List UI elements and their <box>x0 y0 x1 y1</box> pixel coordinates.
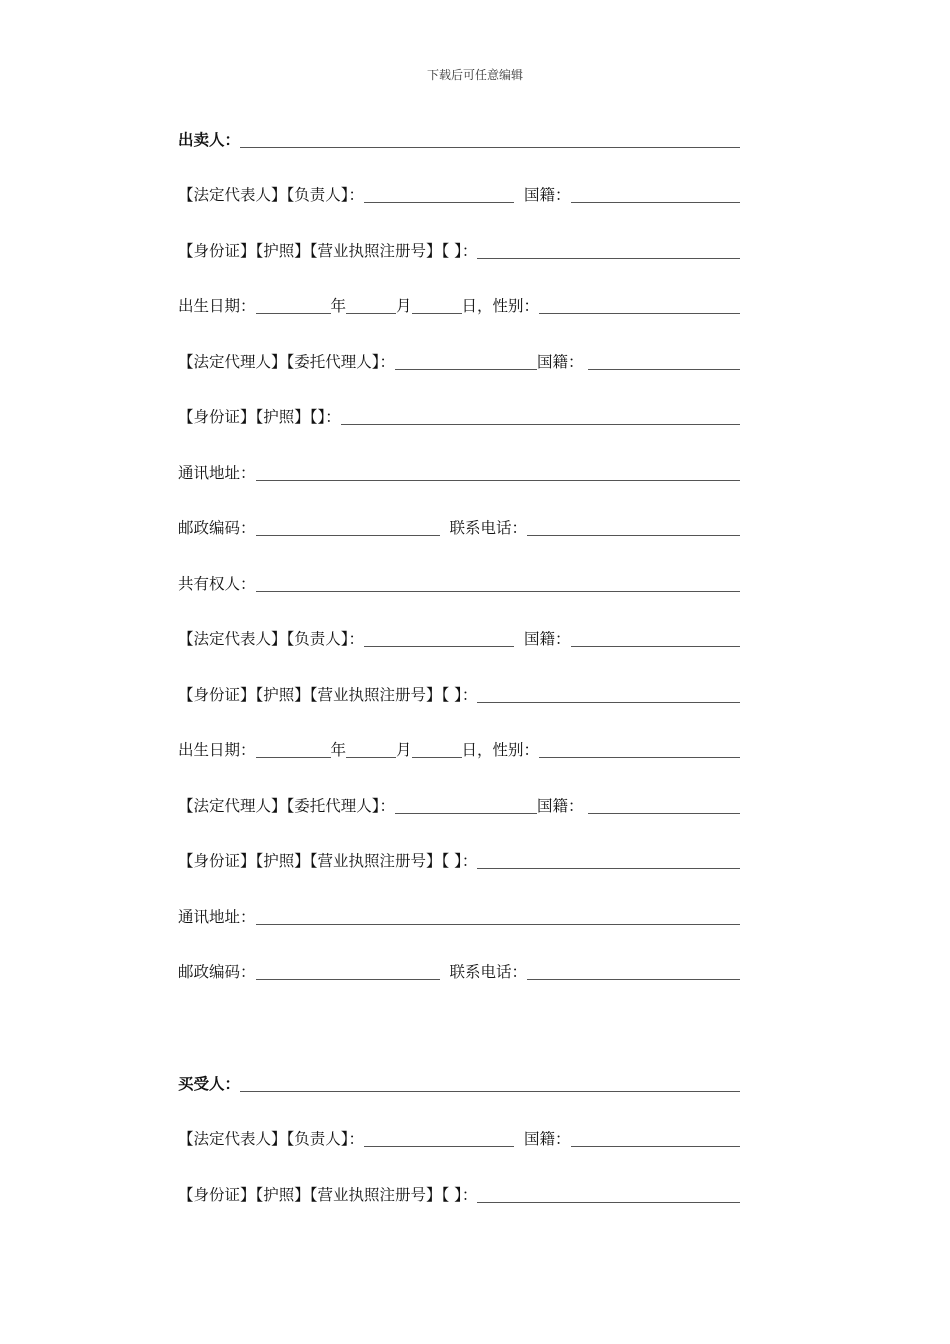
agent-label: 【法定代理人】【委托代理人】： <box>178 353 396 371</box>
co-phone-label: 联系电话： <box>449 963 528 981</box>
buyer-nationality-blank[interactable] <box>571 1128 740 1147</box>
co-day-gender-label: 日，性别： <box>461 741 540 759</box>
legal-rep-label: 【法定代表人】【负责人】： <box>178 186 365 204</box>
seller-label: 出卖人： <box>178 130 241 149</box>
co-legal-rep-row <box>178 619 740 649</box>
buyer-id-blank[interactable] <box>477 1184 740 1203</box>
buyer-label: 买受人： <box>178 1074 241 1093</box>
co-agent-nationality-label: 国籍： <box>537 797 584 815</box>
co-agent-id-label: 【身份证】【护照】【营业执照注册号】【 】： <box>178 852 478 870</box>
seller-row <box>178 120 740 150</box>
seller-blank[interactable] <box>240 129 740 148</box>
address-blank[interactable] <box>256 462 740 481</box>
co-owner-row <box>178 564 740 594</box>
birth-year-blank[interactable] <box>256 295 331 314</box>
birth-label: 出生日期： <box>178 297 256 315</box>
buyer-id-label: 【身份证】【护照】【营业执照注册号】【 】： <box>178 1186 478 1204</box>
phone-blank[interactable] <box>527 517 740 536</box>
month-label: 月 <box>396 297 412 315</box>
agent-id-label: 【身份证】【护照】【】： <box>178 408 341 426</box>
co-id-row <box>178 675 740 705</box>
nationality-label: 国籍： <box>524 186 571 204</box>
co-id-blank[interactable] <box>477 684 740 703</box>
co-postcode-row <box>178 952 740 982</box>
co-id-label: 【身份证】【护照】【营业执照注册号】【 】： <box>178 686 478 704</box>
postcode-row <box>178 508 740 538</box>
co-agent-blank[interactable] <box>395 795 537 814</box>
buyer-nationality-label: 国籍： <box>524 1130 571 1148</box>
co-phone-blank[interactable] <box>527 961 740 980</box>
co-birth-day-blank[interactable] <box>412 739 462 758</box>
co-agent-id-row <box>178 841 740 871</box>
postcode-blank[interactable] <box>256 517 440 536</box>
co-legal-rep-label: 【法定代表人】【负责人】： <box>178 630 365 648</box>
co-year-label: 年 <box>330 741 347 759</box>
co-address-row <box>178 897 740 927</box>
page-header: 下载后可任意编辑 <box>426 68 523 82</box>
buyer-row <box>178 1064 740 1094</box>
birth-row <box>178 286 740 316</box>
co-birth-row <box>178 730 740 760</box>
co-address-blank[interactable] <box>256 906 740 925</box>
year-label: 年 <box>330 297 347 315</box>
address-row <box>178 453 740 483</box>
id-row <box>178 231 740 261</box>
co-birth-label: 出生日期： <box>178 741 256 759</box>
gender-blank[interactable] <box>539 295 740 314</box>
birth-month-blank[interactable] <box>346 295 396 314</box>
agent-id-blank[interactable] <box>341 406 740 425</box>
legal-rep-blank[interactable] <box>364 184 514 203</box>
agent-id-row <box>178 397 740 427</box>
co-address-label: 通讯地址： <box>178 908 256 926</box>
co-owner-blank[interactable] <box>256 573 740 592</box>
buyer-legal-rep-blank[interactable] <box>364 1128 514 1147</box>
co-agent-nationality-blank[interactable] <box>588 795 740 814</box>
co-agent-label: 【法定代理人】【委托代理人】： <box>178 797 396 815</box>
id-label: 【身份证】【护照】【营业执照注册号】【 】： <box>178 242 478 260</box>
legal-rep-row <box>178 175 740 205</box>
buyer-legal-rep-row <box>178 1119 740 1149</box>
co-agent-row <box>178 786 740 816</box>
buyer-id-row <box>178 1175 740 1205</box>
co-birth-year-blank[interactable] <box>256 739 331 758</box>
co-legal-rep-blank[interactable] <box>364 628 514 647</box>
agent-nationality-label: 国籍： <box>537 353 584 371</box>
postcode-label: 邮政编码： <box>178 519 256 537</box>
agent-blank[interactable] <box>395 351 537 370</box>
buyer-blank[interactable] <box>240 1073 740 1092</box>
id-blank[interactable] <box>477 240 740 259</box>
co-nationality-blank[interactable] <box>571 628 740 647</box>
co-month-label: 月 <box>396 741 412 759</box>
co-postcode-label: 邮政编码： <box>178 963 256 981</box>
day-gender-label: 日，性别： <box>461 297 540 315</box>
co-nationality-label: 国籍： <box>524 630 571 648</box>
co-owner-label: 共有权人： <box>178 575 256 593</box>
birth-day-blank[interactable] <box>412 295 462 314</box>
phone-label: 联系电话： <box>449 519 528 537</box>
agent-row <box>178 342 740 372</box>
nationality-blank[interactable] <box>571 184 740 203</box>
co-birth-month-blank[interactable] <box>346 739 396 758</box>
agent-nationality-blank[interactable] <box>588 351 740 370</box>
buyer-legal-rep-label: 【法定代表人】【负责人】： <box>178 1130 365 1148</box>
address-label: 通讯地址： <box>178 464 256 482</box>
co-gender-blank[interactable] <box>539 739 740 758</box>
co-postcode-blank[interactable] <box>256 961 440 980</box>
co-agent-id-blank[interactable] <box>477 850 740 869</box>
